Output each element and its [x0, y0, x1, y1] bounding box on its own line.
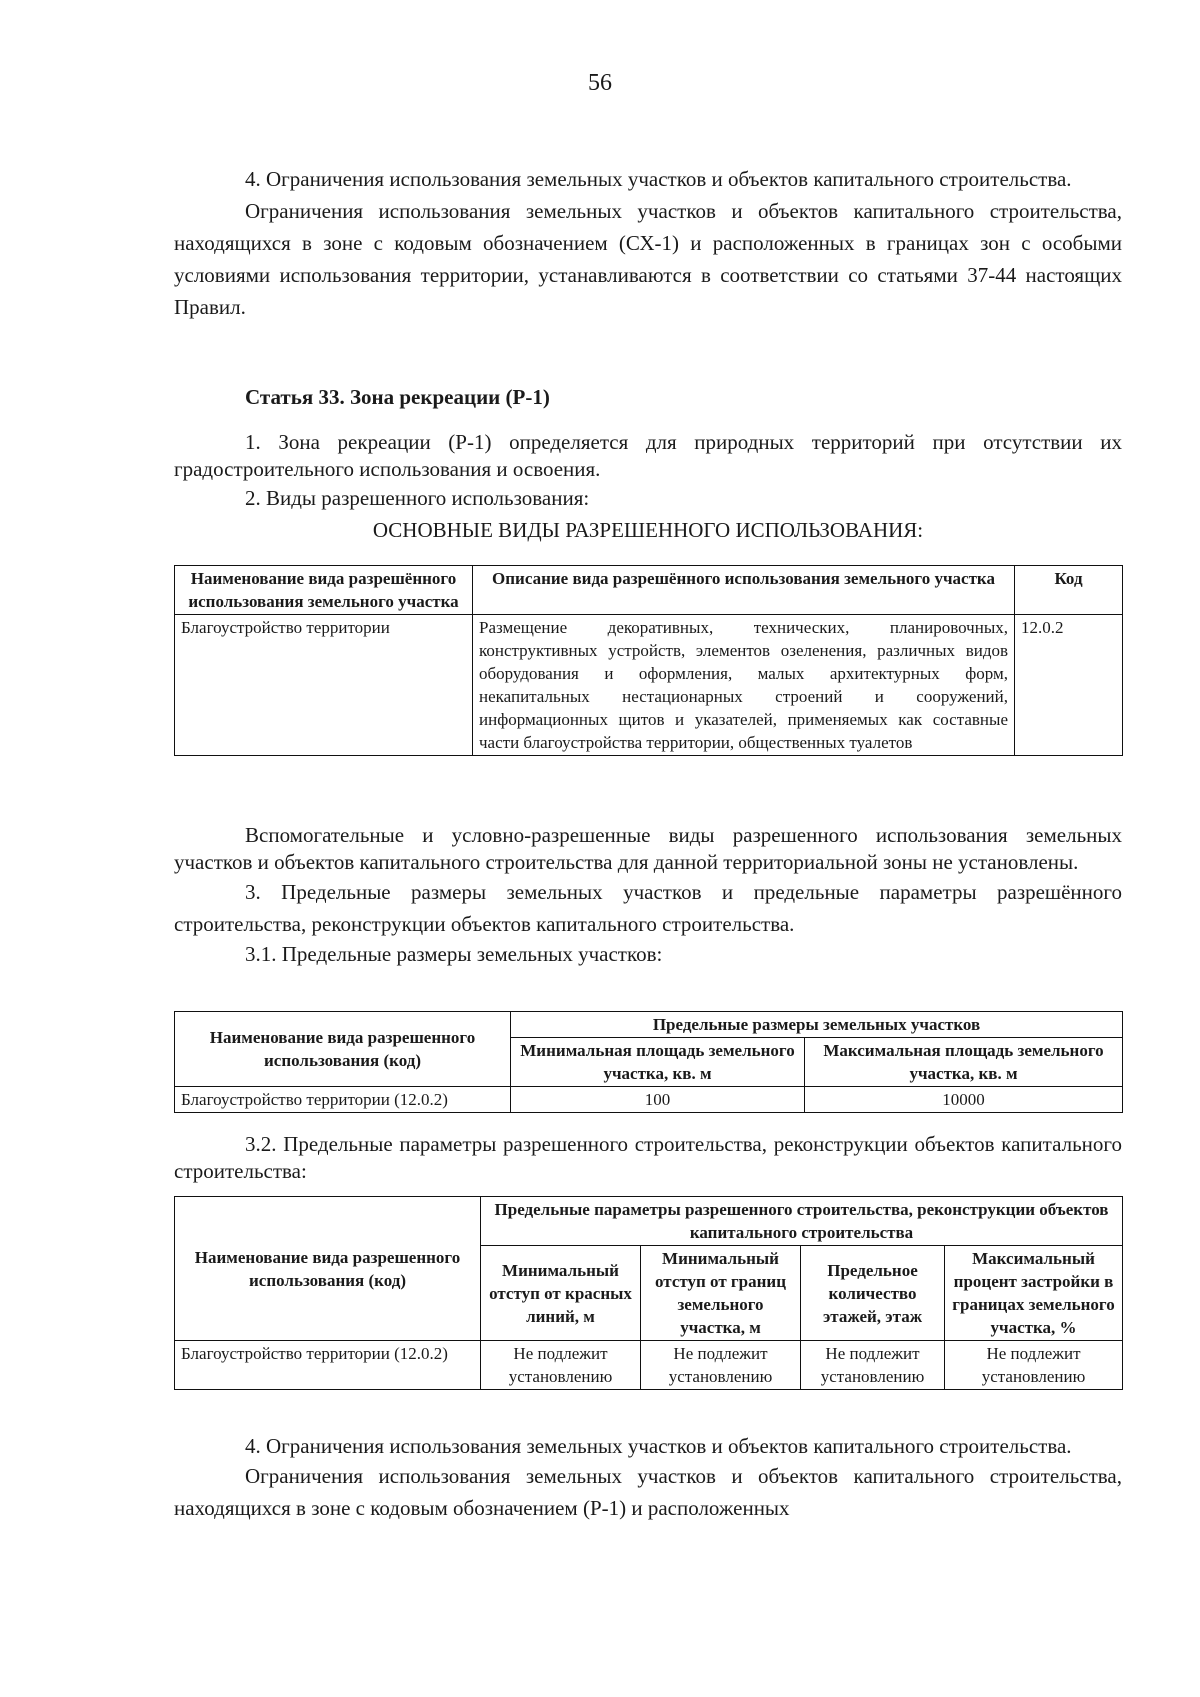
table3-cell-floors: Не подлежит установлению — [801, 1341, 945, 1390]
permitted-uses-table — [174, 565, 1123, 756]
table1-cell-description: Размещение декоративных, технических, планировочных, конструктивных устройств, элементов озеленения, различных видов оборудования и оформления, малых архитектурных форм, некапитальных нестационарных строений и сооружений, информационных щитов и указателей, применяемых как составные части благоустройства территории, общественных туалетов — [473, 615, 1015, 756]
article-section — [174, 381, 1122, 413]
table1-cell-code: 12.0.2 — [1015, 615, 1123, 756]
table2-cell-max: 10000 — [805, 1087, 1123, 1113]
table2-header-max: Максимальная площадь земельного участка, кв. м — [805, 1038, 1123, 1087]
outro-section — [174, 1433, 1122, 1524]
middle-paragraph-3: 3.1. Предельные размеры земельных участков: — [245, 942, 663, 966]
table1-header-description: Описание вида разрешённого использования земельного участка — [473, 566, 1015, 615]
table1-header-code: Код — [1015, 566, 1123, 615]
table3-header-boundaries: Минимальный отступ от границ земельного участка, м — [641, 1246, 801, 1341]
table-caption: ОСНОВНЫЕ ВИДЫ РАЗРЕШЕННОГО ИСПОЛЬЗОВАНИЯ: — [372, 518, 924, 542]
params-intro — [174, 1131, 1122, 1185]
table3-header-floors: Предельное количество этажей, этаж — [801, 1246, 945, 1341]
params-table-wrap — [174, 1196, 1122, 1390]
table3-cell-name: Благоустройство территории (12.0.2) — [175, 1341, 481, 1390]
table3-cell-boundaries: Не подлежит установлению — [641, 1341, 801, 1390]
table2-cell-name: Благоустройство территории (12.0.2) — [175, 1087, 511, 1113]
plot-sizes-table — [174, 1011, 1123, 1113]
table3-header-coverage: Максимальный процент застройки в границах земельного участка, % — [945, 1246, 1123, 1341]
middle-paragraph-2: 3. Предельные размеры земельных участков и предельные параметры разрешённого строительства, реконструкции объектов капитального строительства. — [174, 880, 1122, 936]
table3-header-group: Предельные параметры разрешенного строительства, реконструкции объектов капитального строительства — [481, 1197, 1123, 1246]
outro-paragraph-2: Ограничения использования земельных участков и объектов капитального строительства, находящихся в зоне с кодовым обозначением (Р-1) и расположенных — [174, 1464, 1122, 1520]
middle-paragraph-1: Вспомогательные и условно-разрешенные виды разрешенного использования земельных участков и объектов капитального строительства для данной территориальной зоны не установлены. — [174, 823, 1122, 874]
table2-header-group: Предельные размеры земельных участков — [511, 1012, 1123, 1038]
article-paragraph-2: 2. Виды разрешенного использования: — [245, 486, 590, 510]
table1-header-name: Наименование вида разрешённого использования земельного участка — [175, 566, 473, 615]
table3-cell-coverage: Не подлежит установлению — [945, 1341, 1123, 1390]
table2-cell-min: 100 — [511, 1087, 805, 1113]
intro-section — [174, 163, 1122, 323]
outro-paragraph-1: 4. Ограничения использования земельных участков и объектов капитального строительства. — [245, 1434, 1072, 1458]
build-params-table — [174, 1196, 1123, 1390]
table1-cell-name: Благоустройство территории — [175, 615, 473, 756]
table2-header-name: Наименование вида разрешенного использования (код) — [175, 1012, 511, 1087]
intro-paragraph-2: Ограничения использования земельных участков и объектов капитального строительства, находящихся в зоне с кодовым обозначением (СХ-1) и расположенных в границах зон с особыми условиями использования территории, устанавливаются в соответствии со статьями 37-44 настоящих Правил. — [174, 199, 1122, 319]
table2-header-min: Минимальная площадь земельного участка, кв. м — [511, 1038, 805, 1087]
article-body — [174, 429, 1122, 546]
sizes-table-wrap — [174, 1011, 1122, 1113]
article-paragraph-1: 1. Зона рекреации (Р-1) определяется для природных территорий при отсутствии их градостроительного использования и освоения. — [174, 430, 1122, 481]
uses-table-wrap — [174, 565, 1122, 756]
intro-paragraph-1: 4. Ограничения использования земельных участков и объектов капитального строительства. — [245, 167, 1072, 191]
page-number: 56 — [588, 70, 612, 96]
article-title: Статья 33. Зона рекреации (Р-1) — [245, 385, 550, 409]
table3-header-name: Наименование вида разрешенного использования (код) — [175, 1197, 481, 1341]
middle-section — [174, 822, 1122, 969]
params-paragraph: 3.2. Предельные параметры разрешенного строительства, реконструкции объектов капитального строительства: — [174, 1132, 1122, 1183]
table3-cell-red-lines: Не подлежит установлению — [481, 1341, 641, 1390]
table3-header-red-lines: Минимальный отступ от красных линий, м — [481, 1246, 641, 1341]
